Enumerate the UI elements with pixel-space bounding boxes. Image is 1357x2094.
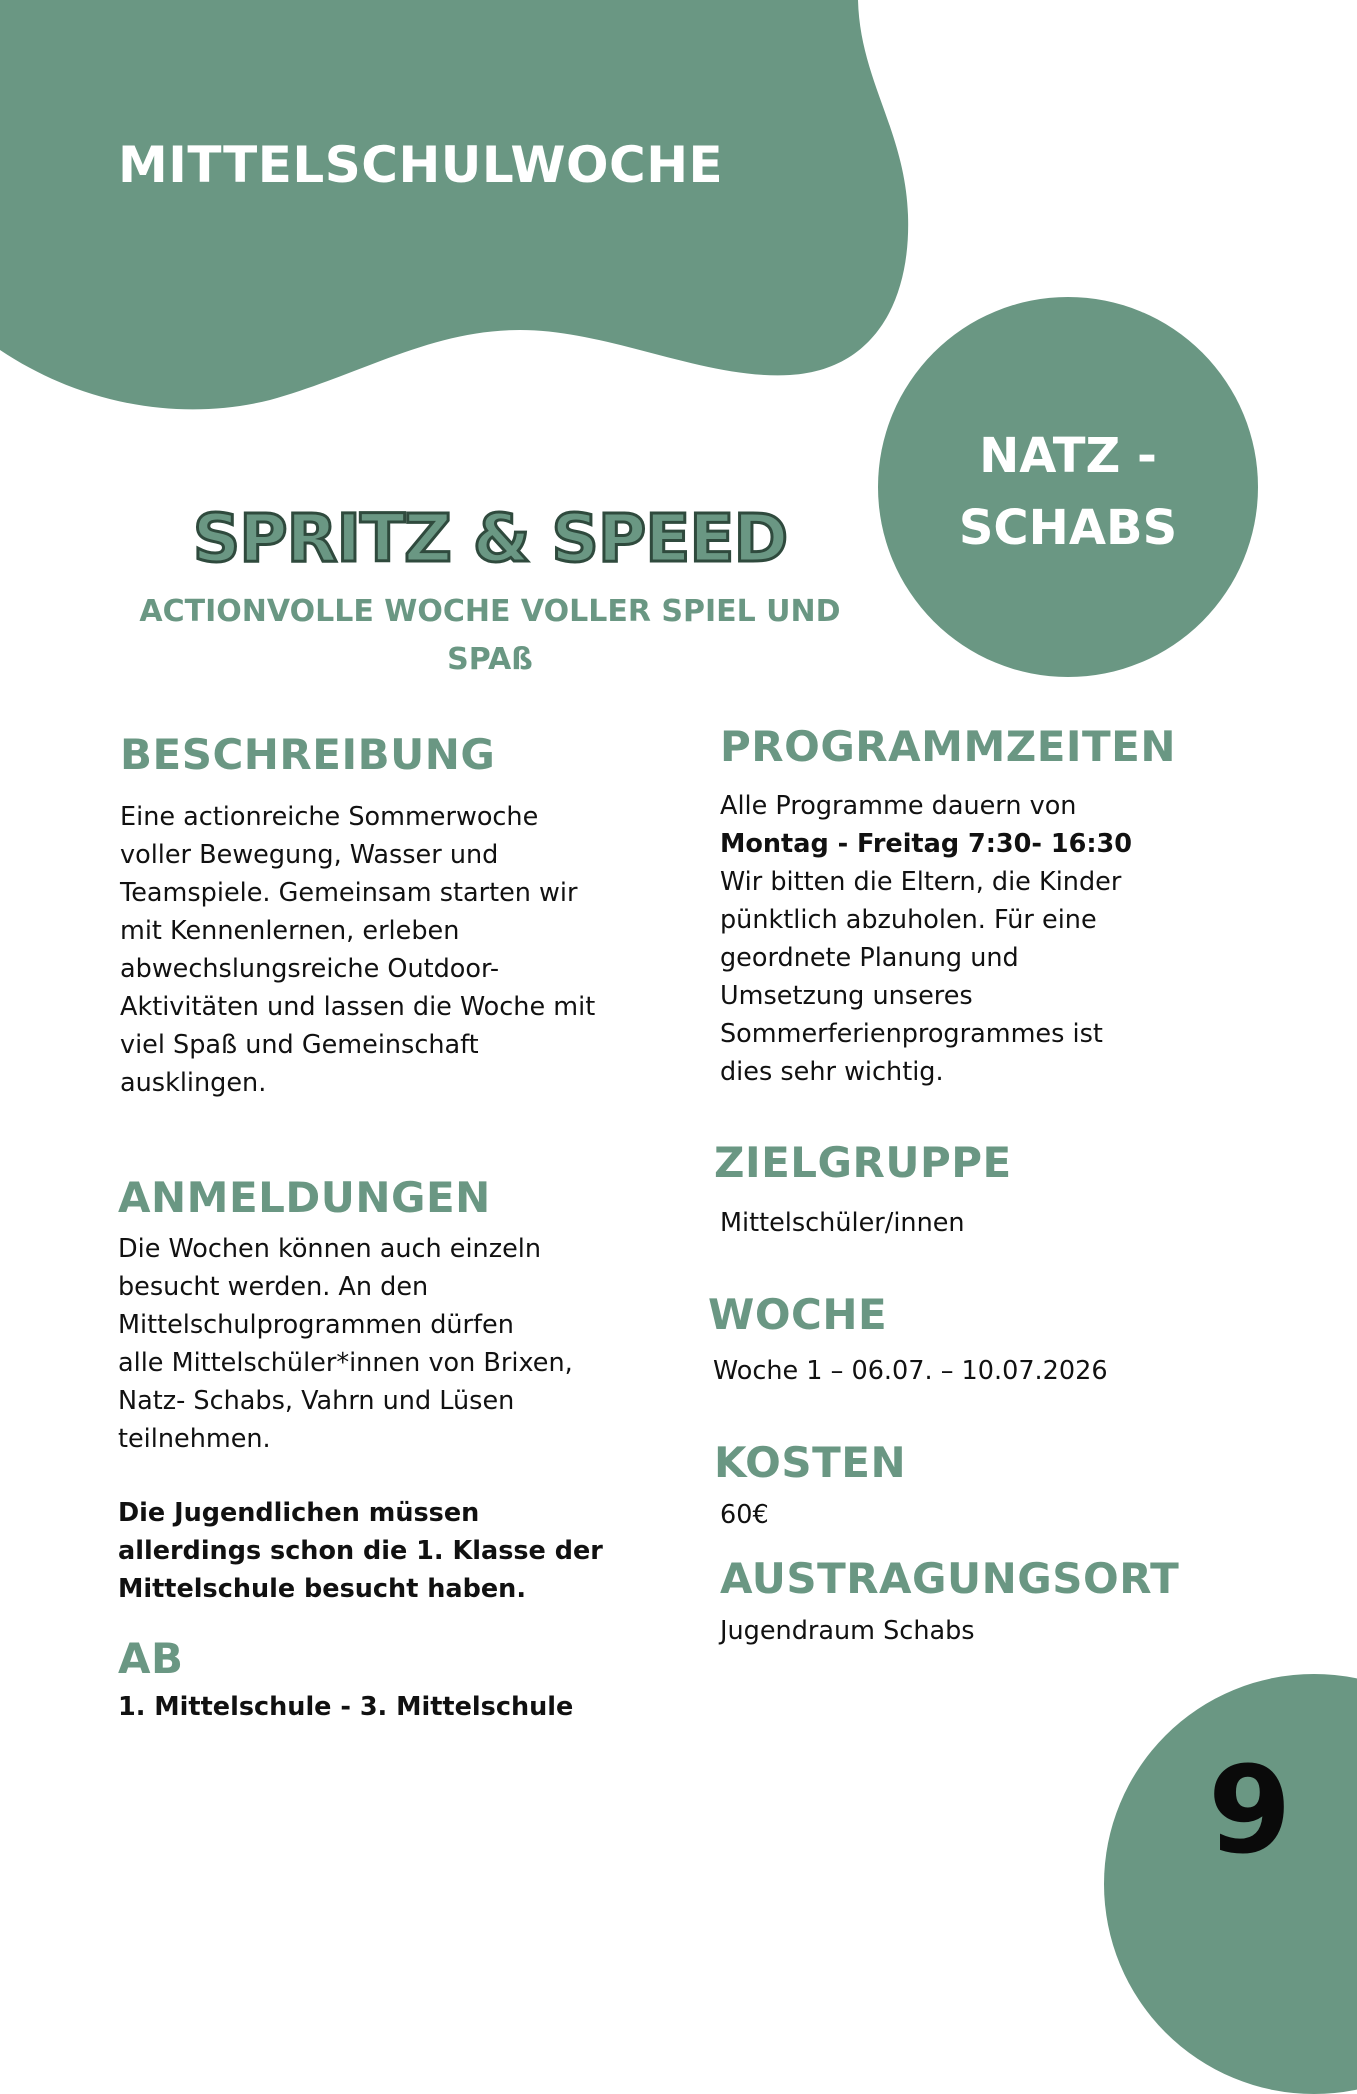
text-line: Sommerferienprogrammes ist [720, 1019, 1103, 1049]
event-title: SPRITZ & SPEED [192, 500, 788, 577]
event-subtitle [110, 588, 870, 684]
location-line-1: NATZ - [979, 428, 1157, 484]
zielgruppe-heading: ZIELGRUPPE [714, 1138, 1012, 1187]
text-line: ausklingen. [120, 1068, 267, 1098]
header-title: MITTELSCHULWOCHE [118, 136, 724, 194]
event-subtitle-line-1: ACTIONVOLLE WOCHE VOLLER SPIEL UND [139, 594, 841, 629]
beschreibung-heading: BESCHREIBUNG [120, 730, 496, 779]
text-line: Mittelschule besucht haben. [118, 1574, 527, 1604]
ab-value: 1. Mittelschule - 3. Mittelschule [118, 1692, 574, 1722]
event-subtitle-line-2: SPAß [447, 642, 533, 677]
programmzeiten-heading: PROGRAMMZEITEN [720, 722, 1176, 771]
anmeldungen-note [118, 1494, 603, 1608]
anmeldungen-text [118, 1230, 573, 1458]
text-line: viel Spaß und Gemeinschaft [120, 1030, 479, 1060]
kosten-value: 60€ [720, 1500, 769, 1530]
woche-heading: WOCHE [708, 1290, 888, 1339]
text-line: voller Bewegung, Wasser und [120, 840, 499, 870]
woche-value: Woche 1 – 06.07. – 10.07.2026 [713, 1356, 1108, 1386]
ab-heading: AB [118, 1634, 184, 1683]
program-times: Montag - Freitag 7:30- 16:30 [720, 829, 1133, 859]
text-line: Die Jugendlichen müssen [118, 1498, 480, 1528]
text-line: Mittelschulprogrammen dürfen [118, 1310, 514, 1340]
text-line: Eine actionreiche Sommerwoche [120, 802, 539, 832]
beschreibung-text [120, 798, 595, 1102]
text-line: abwechslungsreiche Outdoor- [120, 954, 500, 984]
page-number-circle [1104, 1674, 1357, 2094]
text-line: Natz- Schabs, Vahrn und Lüsen [118, 1386, 515, 1416]
location-label [878, 420, 1258, 564]
text-line: besucht werden. An den [118, 1272, 429, 1302]
programmzeiten-text [720, 787, 1132, 1091]
text-line: Teamspiele. Gemeinsam starten wir [120, 878, 578, 908]
kosten-heading: KOSTEN [714, 1438, 907, 1487]
anmeldungen-heading: ANMELDUNGEN [118, 1173, 491, 1222]
location-line-2: SCHABS [958, 500, 1178, 556]
text-line: allerdings schon die 1. Klasse der [118, 1536, 603, 1566]
page-number: 9 [1208, 1742, 1292, 1881]
text-line: mit Kennenlernen, erleben [120, 916, 460, 946]
zielgruppe-value: Mittelschüler/innen [720, 1208, 965, 1238]
text-line: alle Mittelschüler*innen von Brixen, [118, 1348, 573, 1378]
text-line: dies sehr wichtig. [720, 1057, 944, 1087]
text-line: Umsetzung unseres [720, 981, 973, 1011]
text-line: pünktlich abzuholen. Für eine [720, 905, 1097, 935]
text-line: geordnete Planung und [720, 943, 1019, 973]
text-line: Alle Programme dauern von [720, 791, 1077, 821]
austragungsort-value: Jugendraum Schabs [720, 1616, 975, 1646]
text-line: Wir bitten die Eltern, die Kinder [720, 867, 1122, 897]
text-line: Die Wochen können auch einzeln [118, 1234, 542, 1264]
austragungsort-heading: AUSTRAGUNGSORT [720, 1554, 1180, 1603]
text-line: Aktivitäten und lassen die Woche mit [120, 992, 596, 1022]
text-line: teilnehmen. [118, 1424, 271, 1454]
